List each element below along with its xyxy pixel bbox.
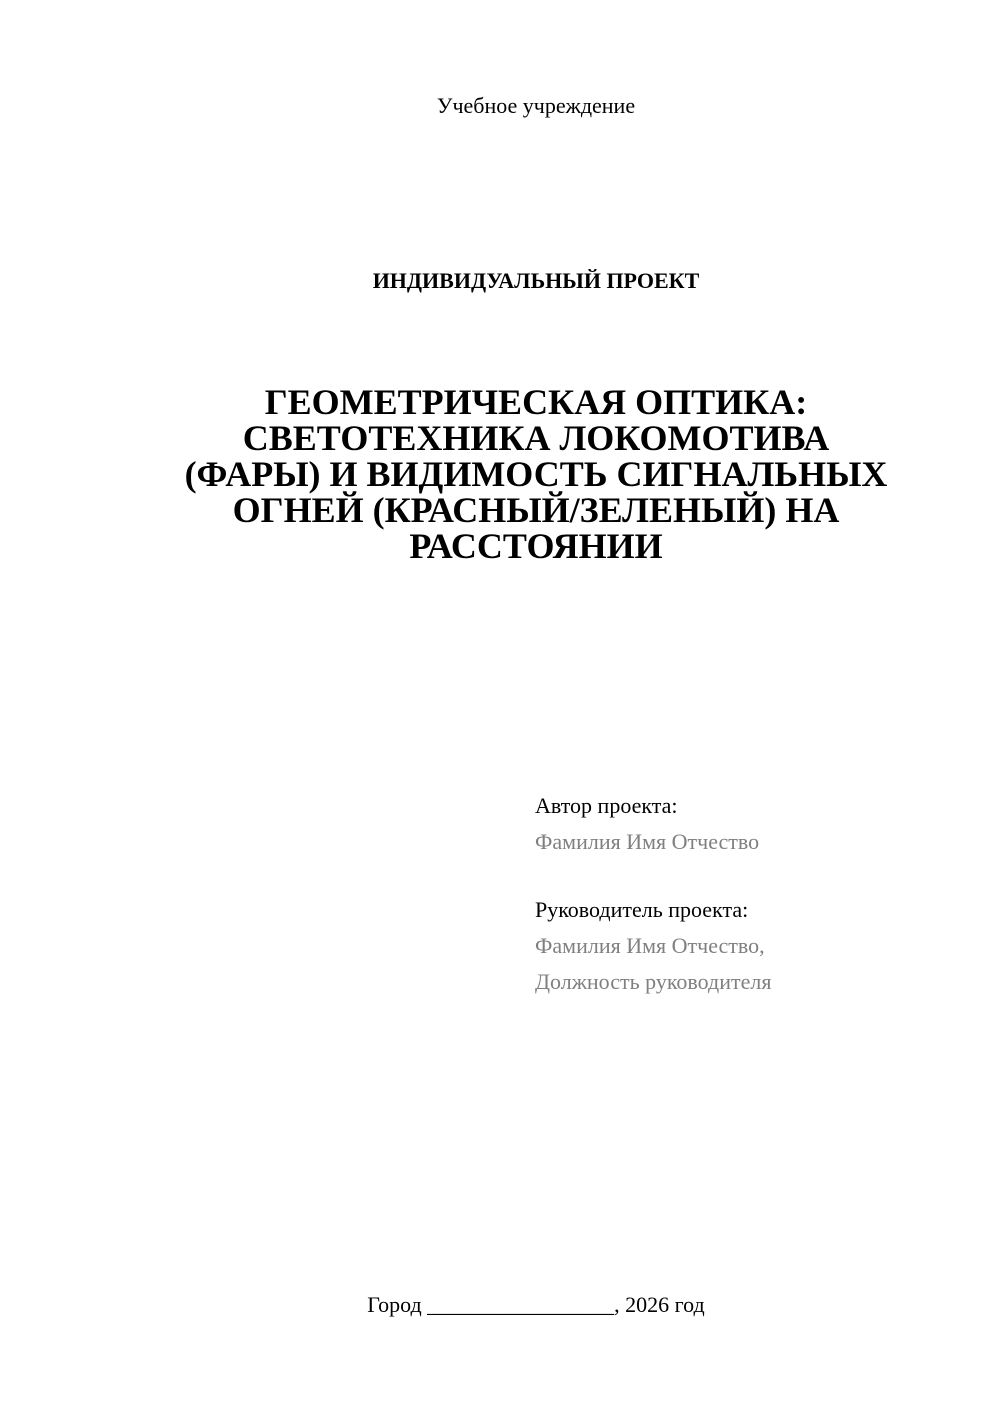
city-year-line: Город _________________, 2026 год — [367, 1292, 705, 1317]
project-title — [150, 384, 922, 564]
project-title-line: ОГНЕЙ (КРАСНЫЙ/ЗЕЛЕНЫЙ) НА — [232, 490, 840, 530]
institution-name: Учебное учреждение — [436, 93, 636, 118]
project-title-line: РАССТОЯНИИ — [409, 526, 663, 566]
project-type: ИНДИВИДУАЛЬНЫЙ ПРОЕКТ — [372, 268, 700, 293]
supervisor-name-placeholder: Фамилия Имя Отчество, — [535, 933, 765, 958]
project-title-line: ГЕОМЕТРИЧЕСКАЯ ОПТИКА: — [264, 382, 808, 422]
supervisor-label: Руководитель проекта: — [535, 897, 749, 922]
author-label: Автор проекта: — [535, 793, 678, 818]
credits-spacer — [535, 860, 771, 892]
supervisor-position-placeholder: Должность руководителя — [535, 969, 772, 994]
author-name-placeholder: Фамилия Имя Отчество — [535, 829, 760, 854]
project-title-line: (ФАРЫ) И ВИДИМОСТЬ СИГНАЛЬНЫХ — [184, 454, 888, 494]
credits-block — [535, 788, 771, 1000]
project-title-line: СВЕТОТЕХНИКА ЛОКОМОТИВА — [242, 418, 830, 458]
